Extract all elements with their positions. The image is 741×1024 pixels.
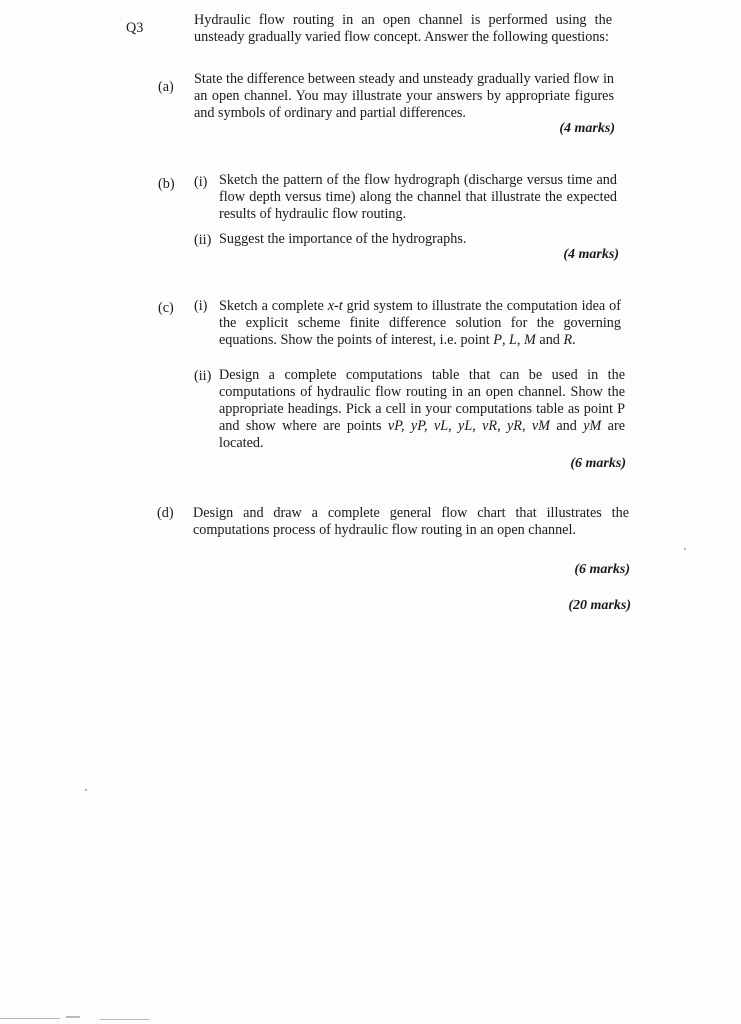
part-d-marks: (6 marks)	[574, 562, 630, 577]
part-b-label: (b)	[158, 176, 175, 192]
part-b-i-label: (i)	[194, 174, 208, 190]
scan-speck	[684, 548, 686, 550]
total-marks: (20 marks)	[568, 598, 631, 613]
scan-edge-mark	[0, 1018, 60, 1019]
part-c-ii-label: (ii)	[194, 368, 212, 384]
part-b-ii-label: (ii)	[194, 232, 212, 248]
part-d-text: Design and draw a complete general flow chart that illustrates the computations process of hydraulic flow routing in an open channel.	[193, 505, 629, 538]
part-a-text: State the difference between steady and unsteady gradually varied flow in an open channel. You may illustrate your answers by appropriate figures and symbols of ordinary and partial differences.	[194, 71, 614, 121]
part-c-ii-text: Design a complete computations table that can be used in the computations of hydraulic flow routing in an open channel. Show the appropriate headings. Pick a cell in your computations table as point P and show where are points vP, yP, vL, yL, vR, yR, vM and yM are located.	[219, 367, 625, 451]
part-c-i-text: Sketch a complete x-t grid system to illustrate the computation idea of the explicit scheme finite difference solution for the governing equations. Show the points of interest, i.e. point P, L, M and R.	[219, 298, 621, 348]
part-a-label: (a)	[158, 79, 174, 95]
part-d-label: (d)	[157, 505, 174, 521]
part-b-marks: (4 marks)	[563, 247, 619, 262]
question-intro: Hydraulic flow routing in an open channel is performed using the unsteady gradually varied flow concept. Answer the following questions:	[194, 12, 612, 45]
velocity-depth-symbols: vP, yP, vL, yL, vR, yR, vM	[387, 418, 550, 434]
part-c-marks: (6 marks)	[570, 456, 626, 471]
part-b-ii-text: Suggest the importance of the hydrographs.	[219, 231, 467, 247]
part-b-i-text: Sketch the pattern of the flow hydrograph (discharge versus time and flow depth versus time) along the channel that illustrate the expected results of hydraulic flow routing.	[219, 172, 617, 222]
scan-edge-mark	[66, 1016, 80, 1018]
part-a-marks: (4 marks)	[559, 121, 615, 136]
question-number: Q3	[126, 20, 144, 36]
scan-edge-mark	[100, 1019, 150, 1020]
part-c-label: (c)	[158, 300, 174, 316]
part-c-i-label: (i)	[194, 298, 208, 314]
scan-speck	[85, 789, 87, 791]
